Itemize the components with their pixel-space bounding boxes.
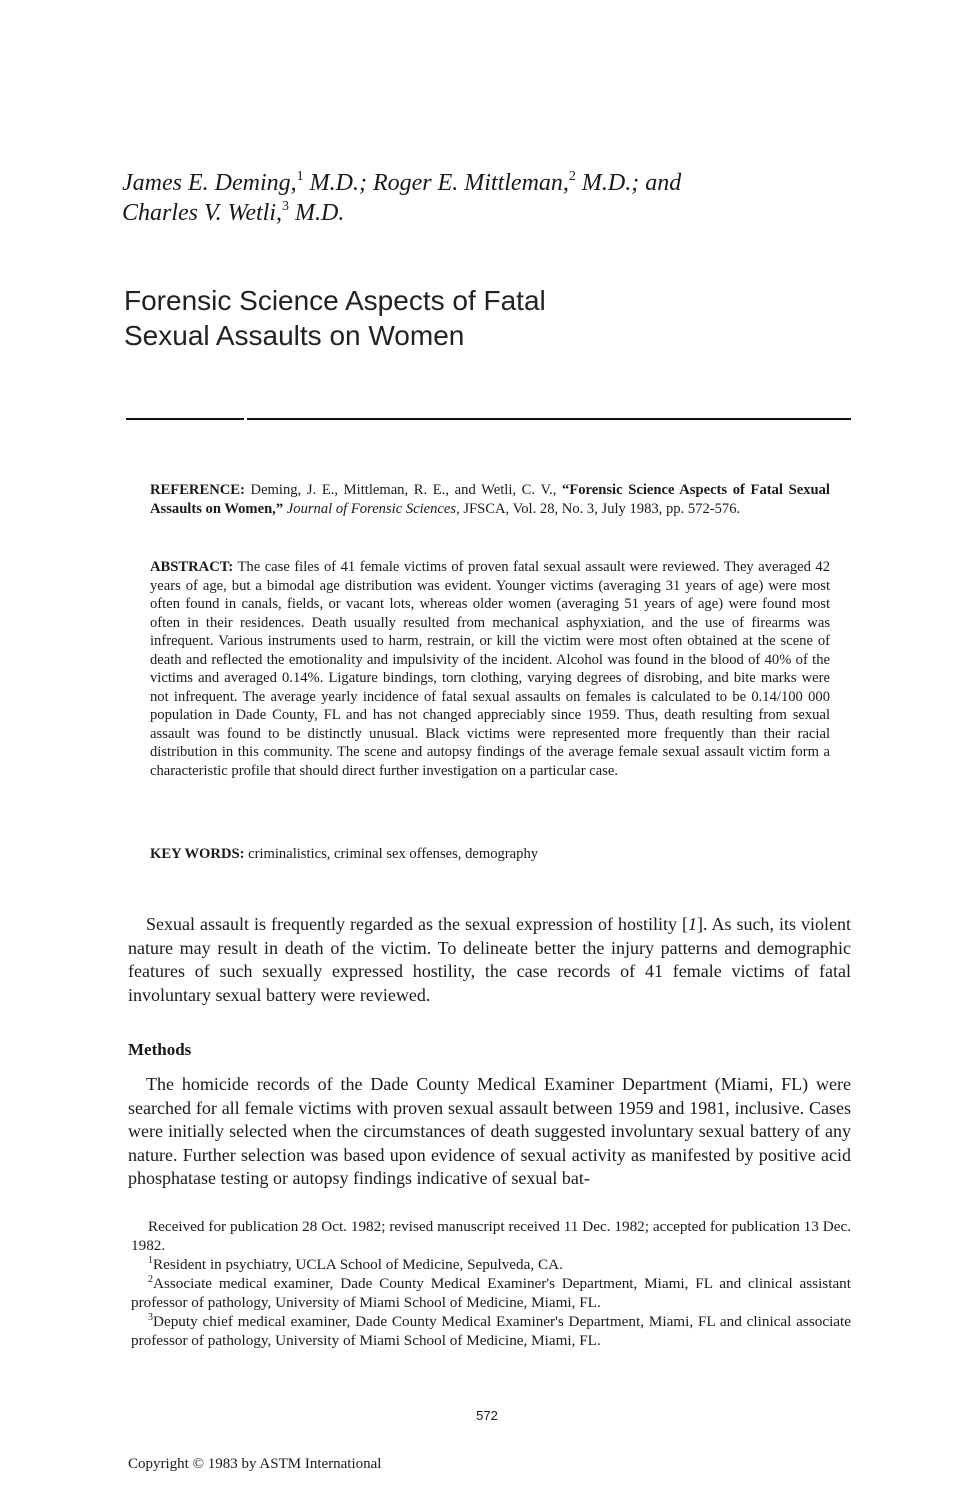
footnote-2-text: Associate medical examiner, Dade County Medical Examiner's Department, Miami, FL and clinical assistant professor of pathology, University of Miami School of Medicine, Miami, FL.: [131, 1275, 851, 1311]
intro-paragraph: [128, 913, 851, 1007]
footnote-1: [131, 1255, 851, 1274]
author-line-2: [122, 198, 882, 228]
abstract-block: [150, 558, 830, 780]
footnote-3: [131, 1312, 851, 1350]
keywords-text: criminalistics, criminal sex offenses, demography: [248, 846, 539, 862]
methods-paragraph: The homicide records of the Dade County Medical Examiner Department (Miami, FL) were searched for all female victims with proven sexual assault between 1959 and 1981, inclusive. Cases were initially selected when the circumstances of death suggested involuntary sexual battery of any nature. Further selection was based upon evidence of sexual activity as manifested by positive acid phosphatase testing or autopsy findings indicative of sexual bat-: [128, 1074, 851, 1188]
author-2-affiliation-mark: 2: [568, 169, 576, 184]
reference-details: , JFSCA, Vol. 28, No. 3, July 1983, pp. 572-576.: [456, 500, 741, 517]
reference-label: REFERENCE:: [150, 482, 245, 498]
footnote-received: Received for publication 28 Oct. 1982; revised manuscript received 11 Dec. 1982; accepted for publication 13 Dec. 1982.: [131, 1218, 851, 1254]
intro-text-before: Sexual assault is frequently regarded as the sexual expression of hostility [: [146, 914, 688, 934]
keywords-label: KEY WORDS:: [150, 846, 245, 862]
title-rule-long: [247, 418, 851, 420]
title-rule-short: [126, 418, 244, 420]
copyright-notice: Copyright © 1983 by ASTM International: [128, 1456, 382, 1472]
author-1-name: James E. Deming,: [122, 170, 297, 196]
reference-block: [150, 481, 830, 518]
reference-article-title: “Forensic Science Aspects of Fatal Sexual Assaults on Women,”: [150, 482, 830, 517]
page-number: 572: [476, 1408, 498, 1423]
article-title: [124, 283, 824, 353]
footnote-3-text: Deputy chief medical examiner, Dade County Medical Examiner's Department, Miami, FL and clinical associate professor of pathology, University of Miami School of Medicine, Miami, FL.: [131, 1313, 851, 1349]
title-line-1: Forensic Science Aspects of Fatal: [124, 285, 546, 316]
author-1-degree: M.D.;: [309, 170, 367, 196]
keywords-block: [150, 845, 830, 864]
author-list: [122, 168, 882, 228]
author-3-name: Charles V. Wetli,: [122, 200, 283, 226]
author-3-affiliation-mark: 3: [282, 199, 290, 214]
author-3-degree: M.D.: [295, 200, 345, 226]
intro-citation: 1: [687, 914, 697, 934]
intro-text-after: ]. As such, its violent nature may result in death of the victim. To delineate better the injury patterns and demographic features of such sexually expressed hostility, the case records of 41 female victims of fatal involuntary sexual battery were reviewed.: [128, 914, 851, 1005]
methods-heading: Methods: [128, 1040, 192, 1059]
abstract-text: The case files of 41 female victims of proven fatal sexual assault were reviewed. They averaged 42 years of age, but a bimodal age distribution was evident. Younger victims (averaging 31 years of age) were most often found in canals, fields, or vacant lots, whereas older women (averaging 51 years of age) were found most often in their residences. Death usually resulted from mechanical asphyxiation, and the use of firearms was infrequent. Various instruments used to harm, restrain, or kill the victim were most often obtained at the scene of death and reflected the emotionality and impulsivity of the incident. Alcohol was found in the blood of 40% of the victims and averaged 0.14%. Ligature bindings, torn clothing, varying degrees of disrobing, and bite marks were not infrequent. The average yearly incidence of fatal sexual assaults on females is calculated to be 0.14/100 000 population in Dade County, FL and has not changed appreciably since 1959. Thus, death resulting from sexual assault was found to be distinctly unusual. Black victims were represented more frequently than their racial distribution in this community. The scene and autopsy findings of the average female sexual assault victim form a characteristic profile that should direct further investigation on a particular case.: [150, 559, 830, 779]
author-line-1: [122, 168, 882, 198]
footnote-2: [131, 1274, 851, 1312]
reference-journal: Journal of Forensic Sciences: [286, 500, 457, 517]
author-1-affiliation-mark: 1: [296, 169, 304, 184]
title-line-2: Sexual Assaults on Women: [124, 320, 465, 351]
author-2-name: Roger E. Mittleman,: [372, 170, 569, 196]
reference-authors: Deming, J. E., Mittleman, R. E., and Wetli, C. V.,: [250, 482, 563, 498]
footnote-3-mark: 3: [148, 1312, 153, 1323]
footnote-2-mark: 2: [148, 1274, 153, 1285]
footnote-1-text: Resident in psychiatry, UCLA School of Medicine, Sepulveda, CA.: [153, 1256, 563, 1273]
footnote-1-mark: 1: [148, 1255, 153, 1266]
author-2-degree: M.D.; and: [581, 170, 682, 196]
abstract-label: ABSTRACT:: [150, 559, 234, 575]
